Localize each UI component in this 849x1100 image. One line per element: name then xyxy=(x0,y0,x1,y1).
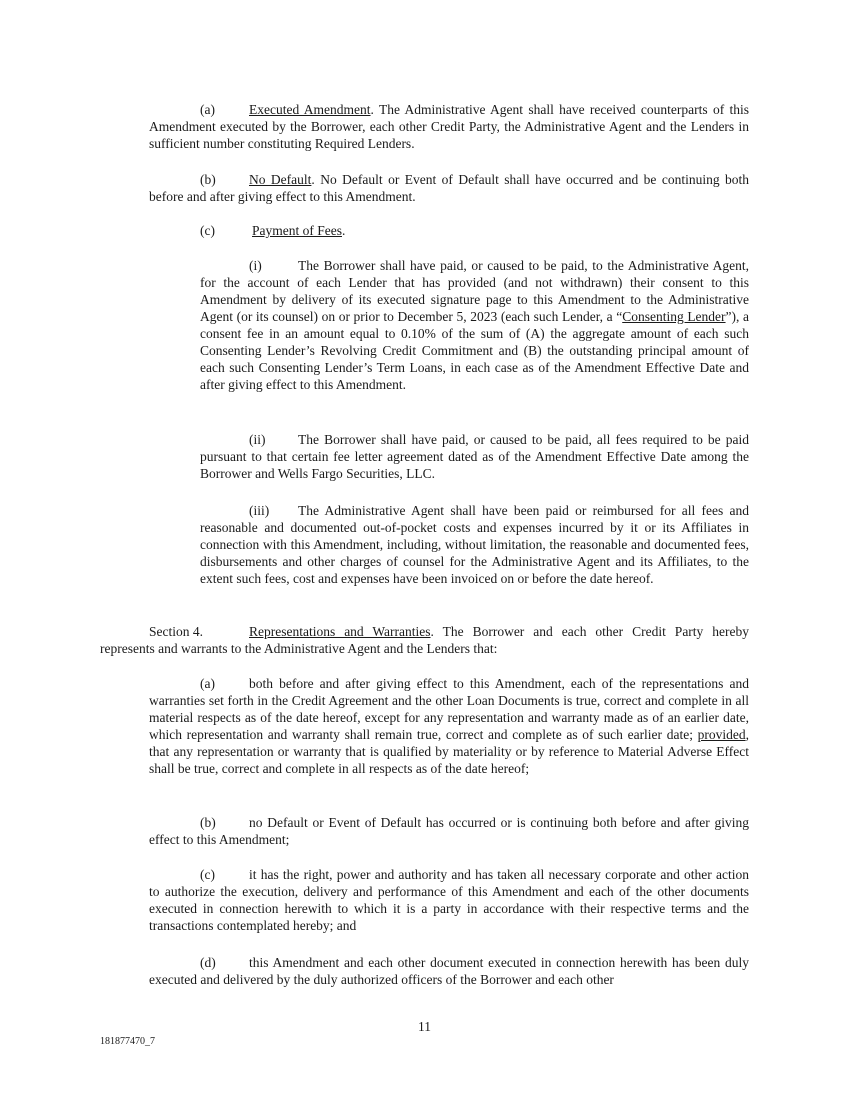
paragraph-3a xyxy=(149,101,749,152)
defined-term: Consenting Lender xyxy=(622,309,726,324)
item-text: it has the right, power and authority and has taken all necessary corporate and other action to authorize the execution, delivery and performance of this Amendment and each of the other documents executed in connection herewith to which it is a party in accordance with their respective terms and the transactions contemplated hereby; and xyxy=(149,867,749,933)
item-label: (a) xyxy=(200,102,215,117)
item-label: (c) xyxy=(200,223,215,238)
section-label: Section 4. xyxy=(149,624,203,639)
item-text: this Amendment and each other document executed in connection herewith has been duly executed and delivered by the duly authorized officers of the Borrower and each other xyxy=(149,955,749,987)
paragraph-4d xyxy=(149,954,749,988)
paragraph-3c-ii xyxy=(200,431,749,482)
item-text-before: The Borrower shall have paid, or caused to be paid, to the Administrative Agent, for the account of each Lender that has provided (and not withdrawn) their consent to this Amendment by delivery of its executed signature page to this Amendment to the Administrative Agent (or its counsel) on or prior to December 5, 2023 (each such Lender, a “ xyxy=(200,258,749,324)
item-label: (c) xyxy=(200,867,215,882)
item-label: (i) xyxy=(249,258,262,273)
item-text-after: , that any representation or warranty that is qualified by materiality or by reference to Material Adverse Effect shall be true, correct and complete in all respects as of the date hereof; xyxy=(149,727,749,776)
item-label: (ii) xyxy=(249,432,266,447)
item-label: (b) xyxy=(200,815,216,830)
page-number: 11 xyxy=(418,1019,431,1034)
section-heading: Representations and Warranties xyxy=(249,624,431,639)
section-4-paragraph xyxy=(100,623,749,657)
paragraph-4c xyxy=(149,866,749,934)
item-heading: Executed Amendment xyxy=(249,102,371,117)
item-heading: No Default xyxy=(249,172,312,187)
item-text-before: both before and after giving effect to this Amendment, each of the representations and warranties set forth in the Credit Agreement and the other Loan Documents is true, correct and complete in all material respects as of the date hereof, except for any representation and warranty made as of an earlier date, which representation and warranty shall remain true, correct and complete as of such earlier date; xyxy=(149,676,749,742)
proviso-term: provided xyxy=(697,727,746,742)
paragraph-3c-iii xyxy=(200,502,749,587)
paragraph-4a xyxy=(149,675,749,777)
item-label: (d) xyxy=(200,955,216,970)
paragraph-3c xyxy=(200,222,345,239)
item-label: (a) xyxy=(200,676,215,691)
paragraph-4b xyxy=(149,814,749,848)
section-text: . The Borrower and each other Credit Party hereby represents and warrants to the Administrative Agent and the Lenders that: xyxy=(100,624,749,656)
document-id: 181877470_7 xyxy=(100,1036,155,1047)
paragraph-3b xyxy=(149,171,749,205)
item-text: . The Administrative Agent shall have received counterparts of this Amendment executed by the Borrower, each other Credit Party, the Administrative Agent and the Lenders in sufficient number constituting Required Lenders. xyxy=(149,102,749,151)
item-label: (iii) xyxy=(249,503,270,518)
item-heading: Payment of Fees xyxy=(252,223,342,238)
item-text: . No Default or Event of Default shall have occurred and be continuing both before and after giving effect to this Amendment. xyxy=(149,172,749,204)
item-text: The Borrower shall have paid, or caused to be paid, all fees required to be paid pursuant to that certain fee letter agreement dated as of the Amendment Effective Date among the Borrower and Wells Fargo Securities, LLC. xyxy=(200,432,749,481)
paragraph-3c-i xyxy=(200,257,749,393)
item-text: The Administrative Agent shall have been paid or reimbursed for all fees and reasonable and documented out-of-pocket costs and expenses incurred by it or its Affiliates in connection with this Amendment, including, without limitation, the reasonable and documented fees, disbursements and other charges of counsel for the Administrative Agent and its Affiliates, to the extent such fees, cost and expenses have been invoiced on or before the date hereof. xyxy=(200,503,749,586)
item-label: (b) xyxy=(200,172,216,187)
item-punct: . xyxy=(342,223,346,238)
item-text-after: ”), a consent fee in an amount equal to 0.10% of the sum of (A) the aggregate amount of each such Consenting Lender’s Revolving Credit Commitment and (B) the outstanding principal amount of each such Consenting Lender’s Term Loans, in each case as of the Amendment Effective Date and after giving effect to this Amendment. xyxy=(200,309,749,392)
item-text: no Default or Event of Default has occurred or is continuing both before and after giving effect to this Amendment; xyxy=(149,815,749,847)
